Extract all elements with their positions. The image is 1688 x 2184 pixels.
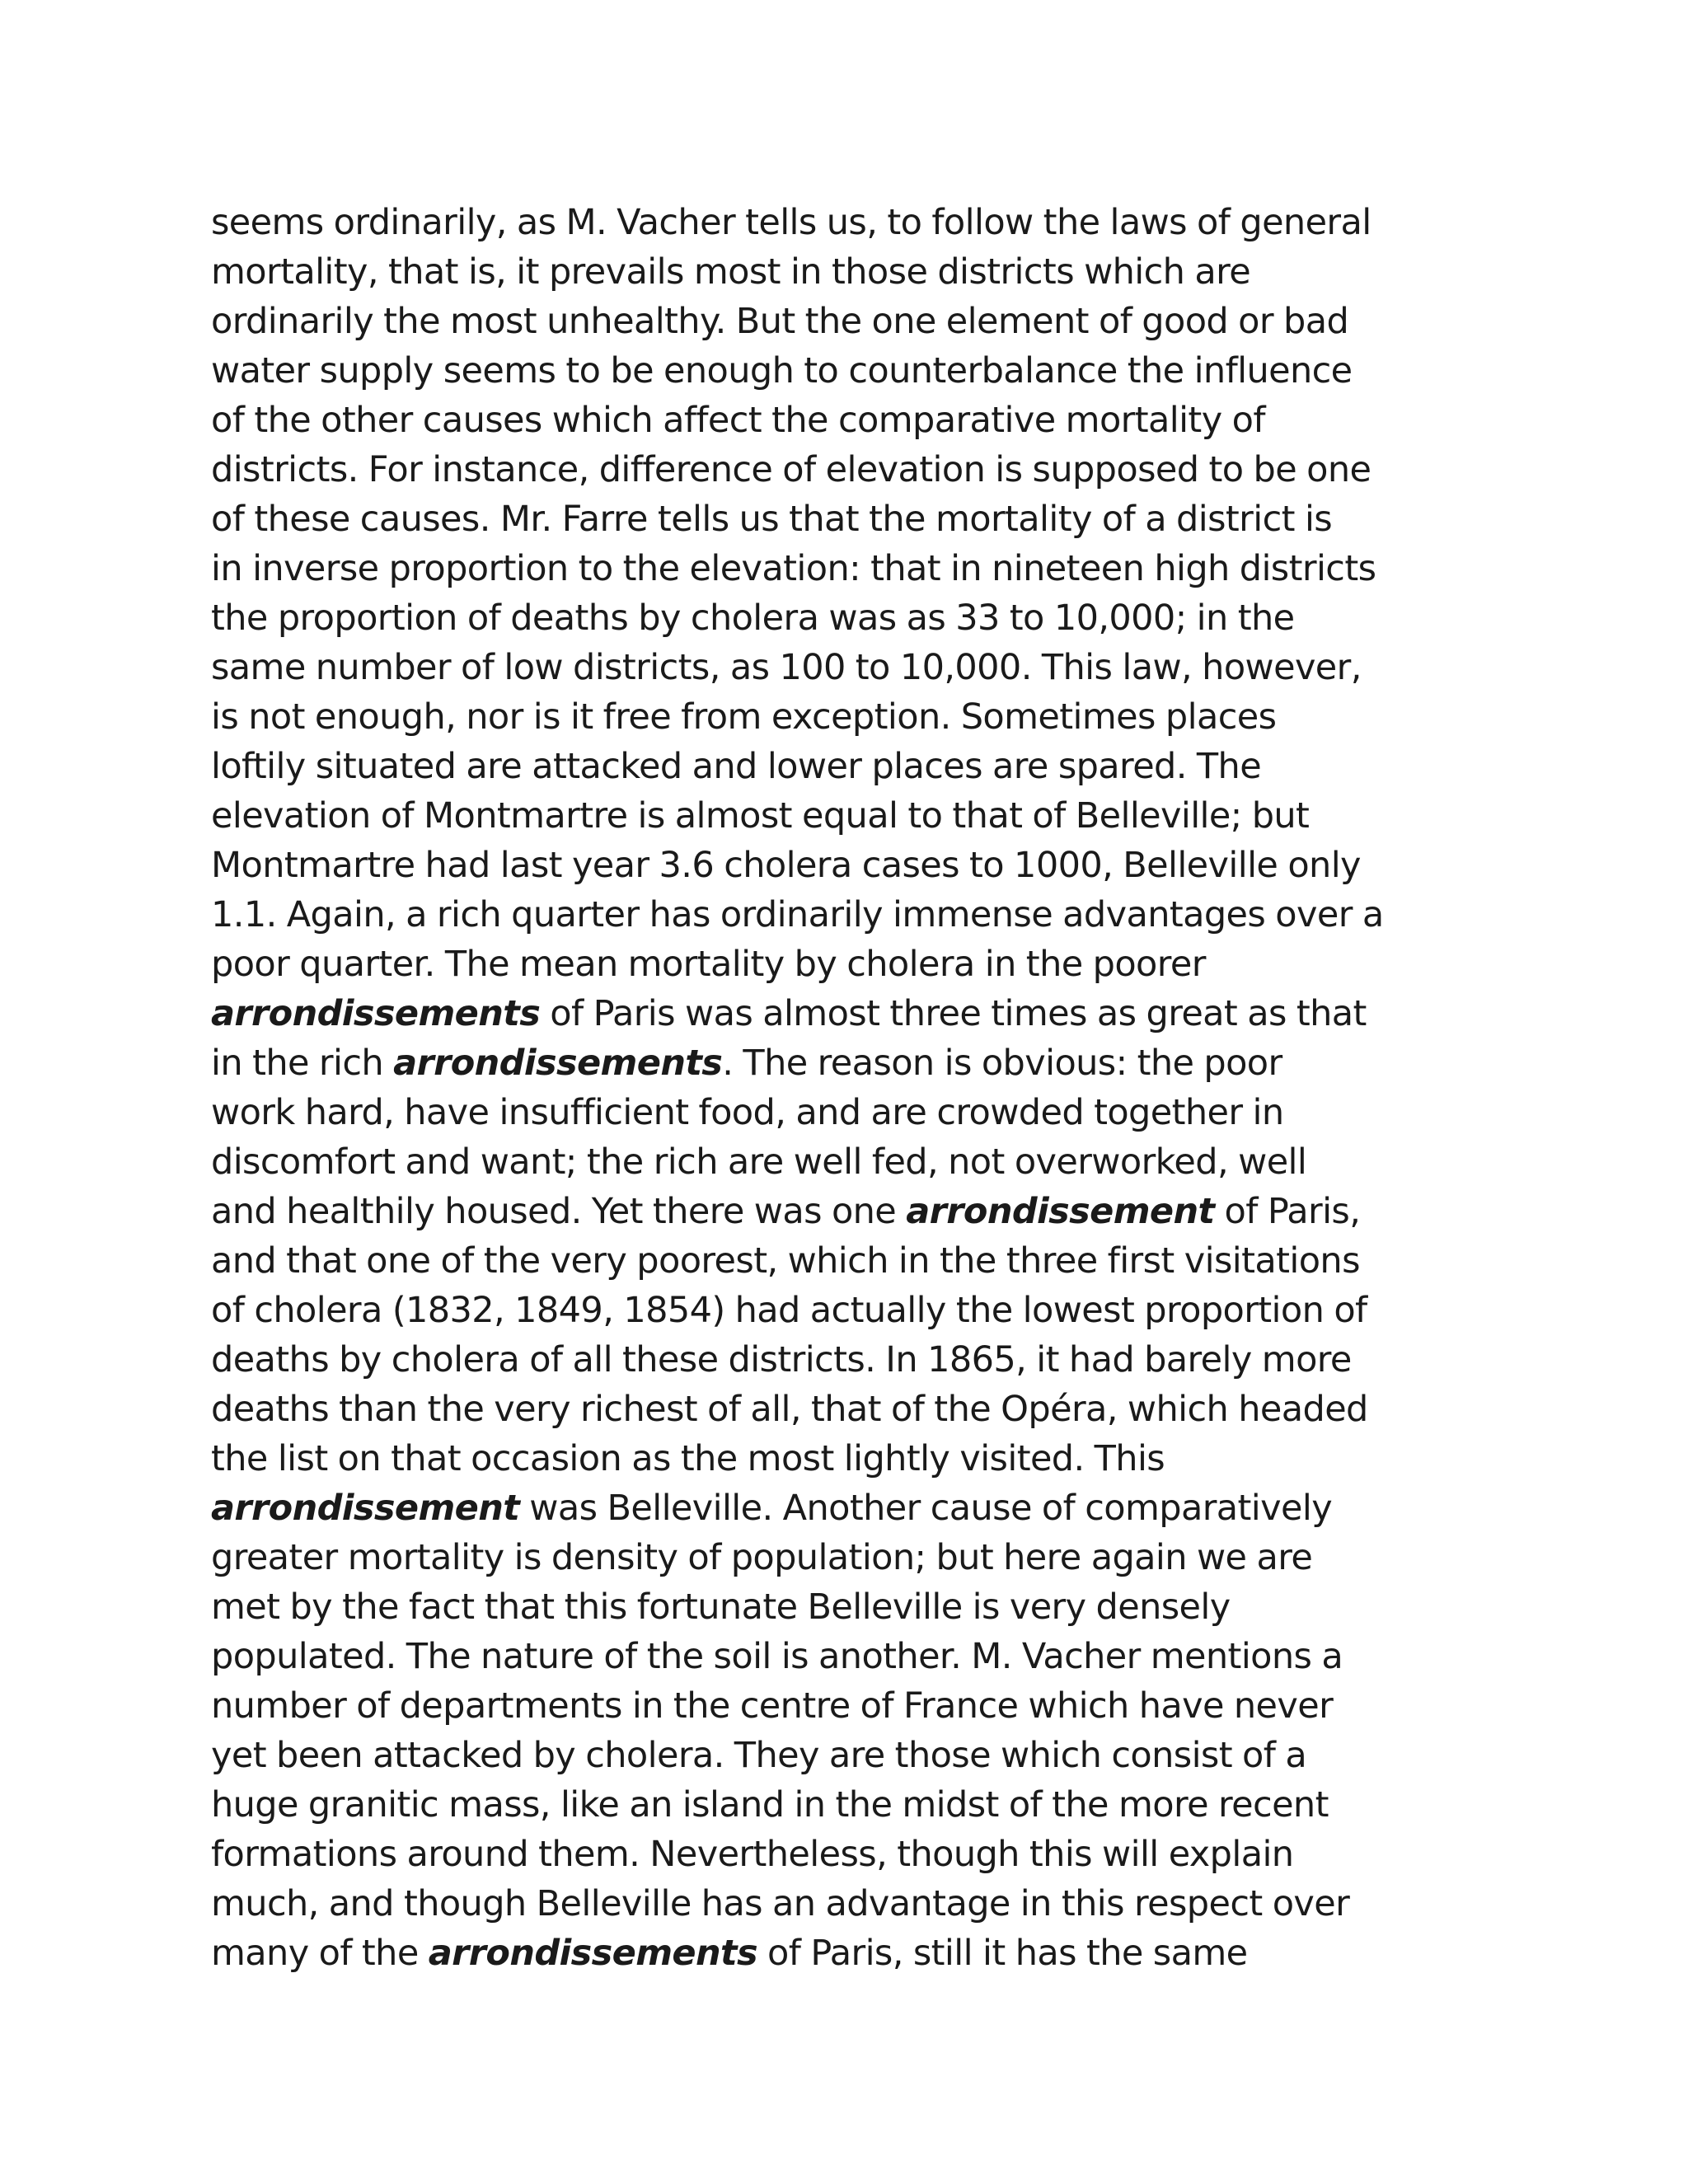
text-line [211, 1385, 1497, 1434]
text-segment: is not enough, nor is it free from exception. Sometimes places [211, 696, 1277, 738]
text-line [211, 940, 1497, 989]
text-segment: ordinarily the most unhealthy. But the one element of good or bad [211, 301, 1349, 342]
text-segment: poor quarter. The mean mortality by cholera in the poorer [211, 944, 1206, 985]
text-segment: discomfort and want; the rich are well fed, not overworked, well [211, 1141, 1307, 1183]
text-segment: of cholera (1832, 1849, 1854) had actually the lowest proportion of [211, 1290, 1367, 1331]
text-segment: the proportion of deaths by cholera was as 33 to 10,000; in the [211, 598, 1295, 639]
text-line [211, 445, 1497, 494]
emphasized-term: arrondissements [428, 1933, 757, 1974]
text-line [211, 890, 1497, 940]
text-line [211, 247, 1497, 297]
text-segment: districts. For instance, difference of elevation is supposed to be one [211, 449, 1372, 490]
text-line [211, 1533, 1497, 1582]
text-segment: of Paris, still it has the same [757, 1933, 1248, 1974]
text-line [211, 1434, 1497, 1483]
text-segment: in inverse proportion to the elevation: that in nineteen high districts [211, 548, 1376, 589]
text-line [211, 396, 1497, 445]
text-segment: and that one of the very poorest, which in the three first visitations [211, 1240, 1360, 1282]
text-segment: of Paris, [1214, 1191, 1361, 1232]
text-line [211, 1780, 1497, 1830]
text-segment: . The reason is obvious: the poor [722, 1043, 1282, 1084]
text-segment: number of departments in the centre of France which have never [211, 1685, 1334, 1727]
emphasized-term: arrondissement [211, 1488, 520, 1529]
text-line [211, 692, 1497, 742]
text-line [211, 1879, 1497, 1929]
text-segment: water supply seems to be enough to counterbalance the influence [211, 350, 1353, 391]
text-line [211, 643, 1497, 692]
text-line [211, 1632, 1497, 1681]
text-line [211, 989, 1497, 1038]
emphasized-term: arrondissement [906, 1191, 1215, 1232]
text-segment: populated. The nature of the soil is another. M. Vacher mentions a [211, 1636, 1343, 1677]
text-segment: greater mortality is density of population; but here again we are [211, 1537, 1313, 1578]
text-line [211, 1236, 1497, 1286]
text-line [211, 791, 1497, 841]
emphasized-term: arrondissements [211, 993, 541, 1034]
text-segment: deaths than the very richest of all, that of the Opéra, which headed [211, 1389, 1368, 1430]
text-segment: formations around them. Nevertheless, though this will explain [211, 1834, 1294, 1875]
text-line [211, 593, 1497, 643]
text-segment: in the rich [211, 1043, 394, 1084]
text-segment: loftily situated are attacked and lower places are spared. The [211, 746, 1262, 787]
text-segment: Montmartre had last year 3.6 cholera cases to 1000, Belleville only [211, 845, 1361, 886]
text-line [211, 1137, 1497, 1187]
text-segment: deaths by cholera of all these districts. In 1865, it had barely more [211, 1339, 1352, 1380]
text-segment: of the other causes which affect the comparative mortality of [211, 400, 1265, 441]
text-line [211, 198, 1497, 247]
text-line [211, 346, 1497, 396]
text-line [211, 1582, 1497, 1632]
text-segment: work hard, have insufficient food, and are crowded together in [211, 1092, 1284, 1133]
text-segment: 1.1. Again, a rich quarter has ordinarily immense advantages over a [211, 894, 1384, 935]
text-line [211, 1929, 1497, 1978]
text-line [211, 544, 1497, 593]
text-line [211, 1483, 1497, 1533]
text-line [211, 494, 1497, 544]
text-segment: met by the fact that this fortunate Belleville is very densely [211, 1586, 1231, 1628]
text-line [211, 1286, 1497, 1335]
text-line [211, 742, 1497, 791]
text-line [211, 1681, 1497, 1731]
text-segment: yet been attacked by cholera. They are those which consist of a [211, 1735, 1307, 1776]
text-segment: and healthily housed. Yet there was one [211, 1191, 907, 1232]
text-line [211, 1731, 1497, 1780]
text-line [211, 297, 1497, 346]
text-segment: elevation of Montmartre is almost equal to that of Belleville; but [211, 795, 1310, 837]
text-segment: many of the [211, 1933, 429, 1974]
text-segment: much, and though Belleville has an advantage in this respect over [211, 1883, 1350, 1924]
text-segment: mortality, that is, it prevails most in those districts which are [211, 251, 1251, 293]
emphasized-term: arrondissements [393, 1043, 723, 1084]
text-line [211, 1088, 1497, 1137]
text-line [211, 1187, 1497, 1236]
text-line [211, 1335, 1497, 1385]
text-line [211, 1830, 1497, 1879]
body-paragraph [211, 198, 1497, 1978]
text-segment: seems ordinarily, as M. Vacher tells us, to follow the laws of general [211, 202, 1372, 243]
text-segment: same number of low districts, as 100 to 10,000. This law, however, [211, 647, 1362, 688]
text-line [211, 1038, 1497, 1088]
text-segment: the list on that occasion as the most lightly visited. This [211, 1438, 1165, 1479]
text-segment: was Belleville. Another cause of comparatively [519, 1488, 1333, 1529]
text-line [211, 841, 1497, 890]
text-segment: huge granitic mass, like an island in the midst of the more recent [211, 1784, 1329, 1825]
text-segment: of these causes. Mr. Farre tells us that the mortality of a district is [211, 499, 1333, 540]
text-segment: of Paris was almost three times as great as that [540, 993, 1367, 1034]
